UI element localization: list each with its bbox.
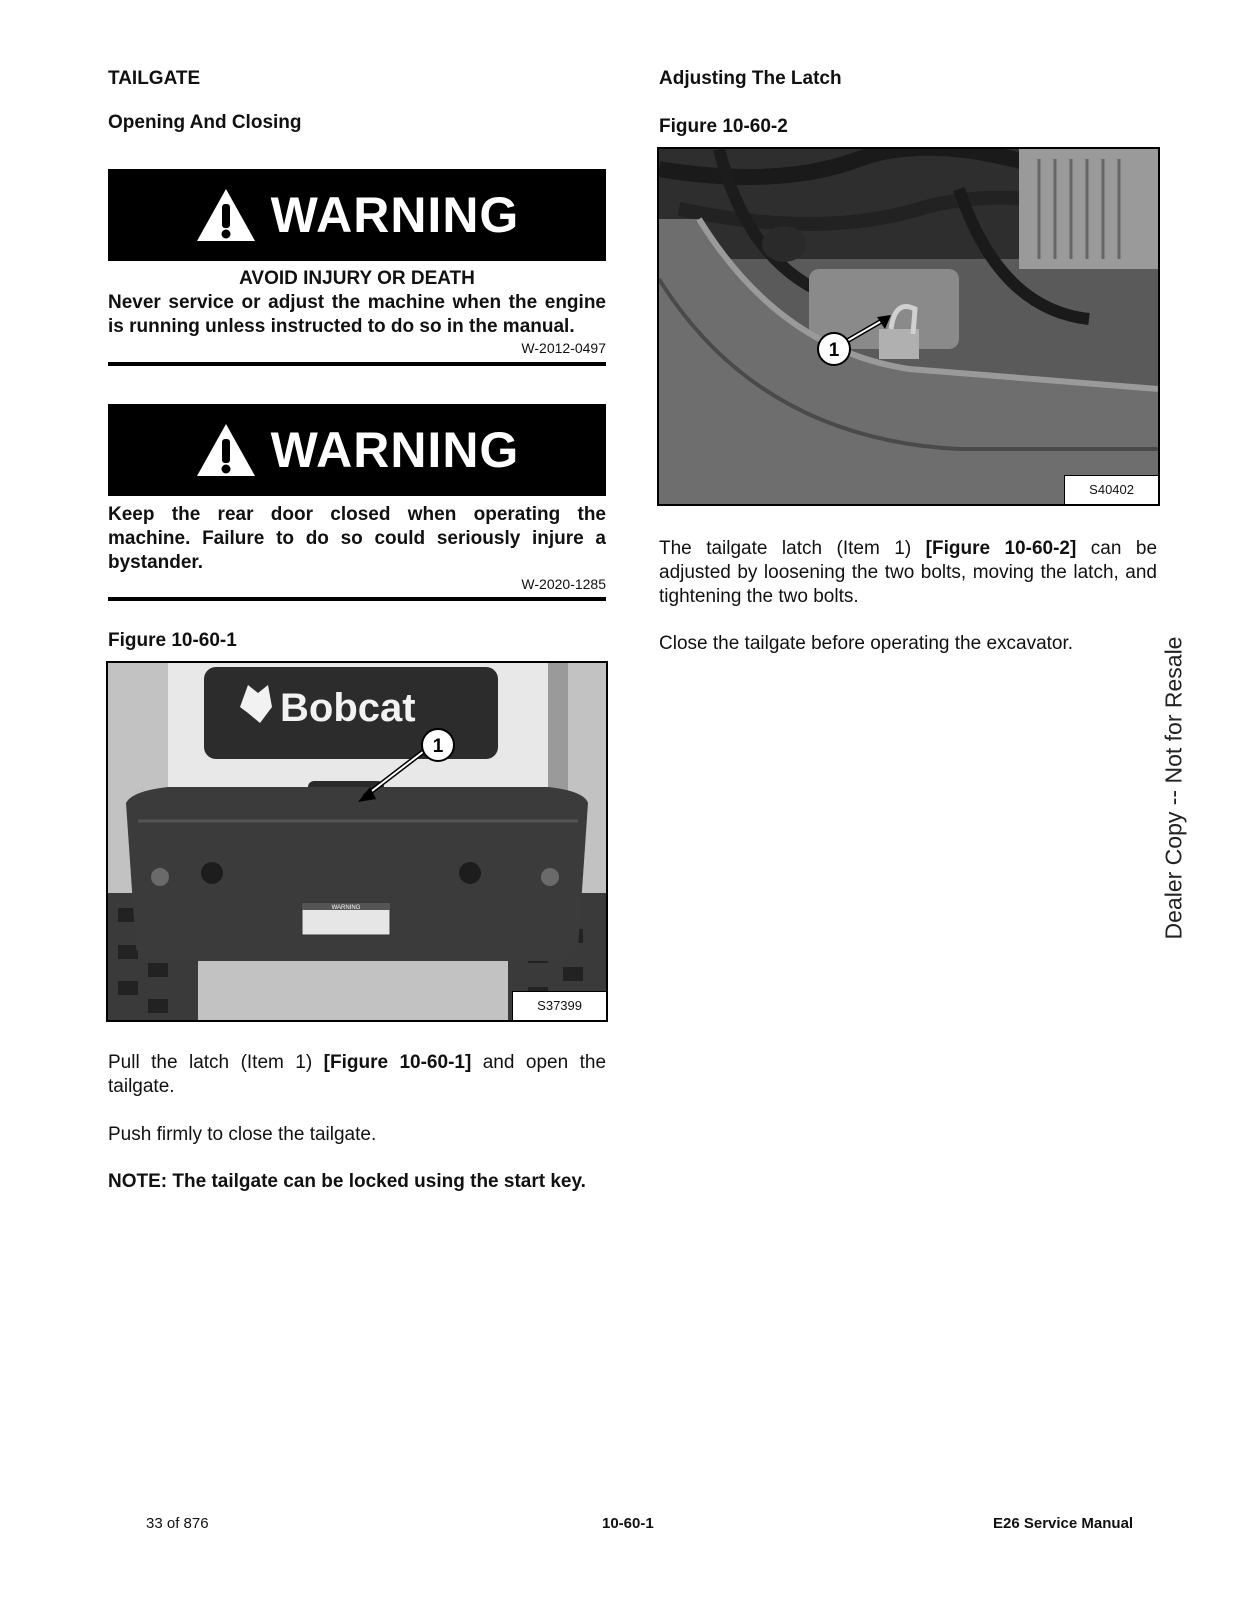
- right-paragraph-2: Close the tailgate before operating the excavator.: [659, 633, 1074, 654]
- divider-rule-2: [108, 597, 606, 601]
- figure2-caption: Figure 10-60-2: [659, 116, 788, 137]
- figure-10-60-1: [106, 661, 608, 1022]
- callout-number: 1: [828, 340, 840, 361]
- text-run: The tailgate latch (Item 1): [659, 538, 926, 559]
- warning-code-2: W-2020-1285: [521, 576, 606, 592]
- subsection-title: Opening And Closing: [108, 112, 302, 133]
- section-title: TAILGATE: [108, 68, 201, 89]
- text-run: can be adjusted by loosening the two bolts, moving the latch, and tightening the two bolts.: [659, 538, 1158, 607]
- footer-page-count: 33 of 876: [146, 1515, 209, 1532]
- figure-reference: [Figure 10-60-2]: [925, 538, 1077, 559]
- left-paragraph-1: [108, 1051, 606, 1099]
- warning-banner-1: [108, 169, 606, 261]
- warning-text-1: Never service or adjust the machine when the engine is running unless instructed to do so in the manual.: [108, 292, 606, 337]
- figure1-code: S37399: [512, 991, 606, 1020]
- decal-label: WARNING: [331, 905, 361, 911]
- latch-photo: [659, 149, 1158, 504]
- warning-triangle-icon: [195, 187, 257, 243]
- warning-heading: AVOID INJURY OR DEATH: [239, 268, 475, 289]
- divider-rule-1: [108, 362, 606, 366]
- callout-number: 1: [432, 736, 444, 757]
- text-run: Pull the latch (Item 1): [108, 1052, 324, 1073]
- warning-banner-2: [108, 404, 606, 496]
- warning-label: WARNING: [270, 422, 520, 478]
- figure1-caption: Figure 10-60-1: [108, 630, 237, 651]
- right-section-title: Adjusting The Latch: [659, 68, 842, 89]
- warning-label: WARNING: [270, 187, 520, 243]
- tailgate-photo: [108, 663, 606, 1020]
- left-paragraph-2: Push firmly to close the tailgate.: [108, 1124, 377, 1145]
- figure-reference: [Figure 10-60-1]: [323, 1052, 472, 1073]
- note: NOTE: The tailgate can be locked using the start key.: [108, 1171, 586, 1192]
- text-run: and open the tailgate.: [108, 1052, 607, 1097]
- figure-10-60-2: [657, 147, 1160, 506]
- warning-triangle-icon: [195, 422, 257, 478]
- footer-page-number: 10-60-1: [602, 1515, 654, 1532]
- bobcat-logo: Bobcat: [280, 686, 416, 730]
- warning-text-2: Keep the rear door closed when operating the machine. Failure to do so could seriously injure a bystander.: [108, 504, 606, 573]
- dealer-copy-watermark: Dealer Copy -- Not for Resale: [1160, 636, 1187, 940]
- right-paragraph-1: [659, 537, 1157, 609]
- warning-code-1: W-2012-0497: [521, 340, 606, 356]
- figure2-code: S40402: [1064, 475, 1158, 504]
- footer-manual-title: E26 Service Manual: [993, 1515, 1134, 1532]
